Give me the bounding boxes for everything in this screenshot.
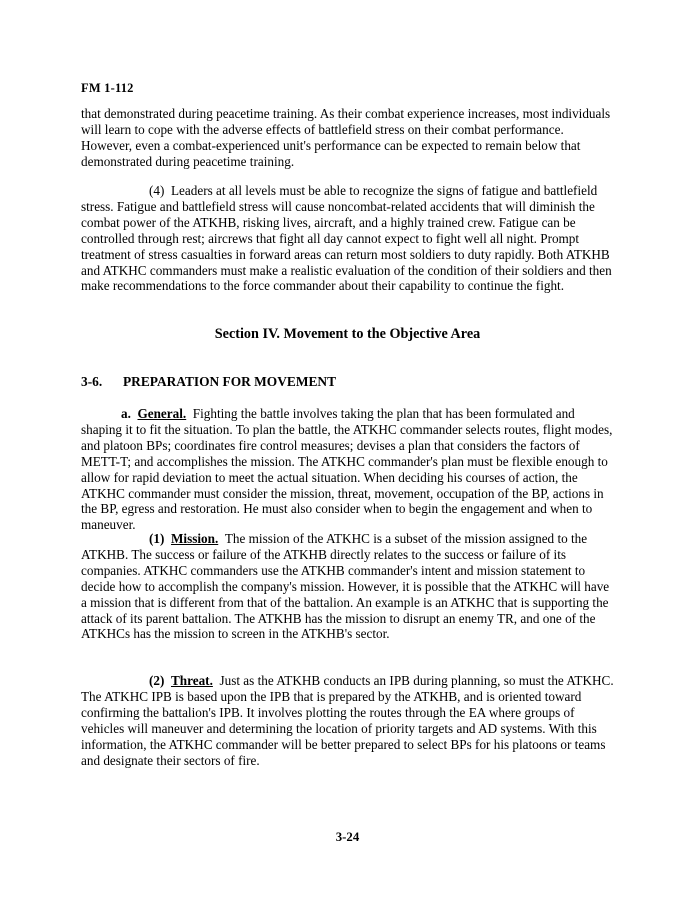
heading-number: 3-6. (81, 374, 103, 389)
paragraph-title: Threat. (170, 673, 213, 688)
paragraph-2-threat (81, 673, 615, 768)
paragraph-text: that demonstrated during peacetime training. As their combat experience increases, most individuals will learn to cope with the adverse effects of battlefield stress on their combat performance. However, even a combat-experienced unit's performance can be expected to remain below that demonstrated during peacetime training. (81, 106, 611, 169)
paragraph-text: Fighting the battle involves taking the plan that has been formulated and shaping it to fit the situation. To plan the battle, the ATKHC commander selects routes, flight modes, and platoon BPs; coordinates fire control measures; devises a plan that considers the factors of METT-T; and accomplishes the mission. The ATKHC commander's plan must be flexible enough to allow for rapid deviation to meet the actual situation. When deciding his courses of action, the ATKHC commander must consider the mission, threat, movement, occupation of the BP, actions in the BP, egress and restoration. He must also consider when to begin the engagement and when to maneuver. (81, 406, 613, 533)
paragraph-heading (81, 374, 336, 390)
paragraph-a-general (81, 406, 615, 533)
paragraph-text: The mission of the ATKHC is a subset of the mission assigned to the ATKHB. The success or failure of the ATKHB directly relates to the success or failure of its companies. ATKHC commanders use the ATKHB commander's intent and mission statement to decide how to accomplish the company's mission. However, it is possible that the ATKHC will have a mission that is different from that of the battalion. An example is an ATKHC that is supporting the attack of its parent battalion. The ATKHB has the mission to disrupt an enemy TR, and one of the ATKHCs has the mission to screen in the ATKHB's sector. (81, 531, 610, 642)
document-id-header: FM 1-112 (81, 81, 134, 95)
paragraph-text: Just as the ATKHB conducts an IPB during planning, so must the ATKHC. The ATKHC IPB is based upon the IPB that is prepared by the ATKHB, and is oriented toward confirming the battalion's IPB. It involves plotting the routes through the EA where groups of vehicles will maneuver and determining the location of priority targets and AD systems. With this information, the ATKHC commander will be better prepared to select BPs for his platoons or teams and designate their sectors of fire. (81, 673, 614, 768)
paragraph-number: (1) (149, 531, 165, 546)
paragraph-continuation (81, 106, 615, 170)
paragraph-text: Leaders at all levels must be able to recognize the signs of fatigue and battlefield stress. Fatigue and battlefield stress will cause noncombat-related accidents that will diminish the combat power of the ATKHB, risking lives, aircraft, and a highly trained crew. Fatigue can be controlled through rest; aircrews that fight all day cannot expect to fight well all night. Prompt treatment of stress casualties in forward areas can return most soldiers to duty rapidly. Both ATKHB and ATKHC commanders must make a realistic evaluation of the condition of their soldiers and then make recommendations to the force commander about their capability to continue the fight. (81, 183, 612, 294)
paragraph-1-mission (81, 531, 615, 642)
section-title: Section IV. Movement to the Objective Area (214, 326, 481, 342)
paragraph-title: General. (137, 406, 187, 421)
paragraph-4-fatigue (81, 183, 615, 294)
heading-text: PREPARATION FOR MOVEMENT (123, 374, 336, 389)
paragraph-number: (2) (149, 673, 165, 688)
paragraph-letter: a. (121, 406, 131, 421)
paragraph-number: (4) (149, 183, 165, 198)
page-number: 3-24 (335, 830, 360, 844)
paragraph-title: Mission. (170, 531, 219, 546)
